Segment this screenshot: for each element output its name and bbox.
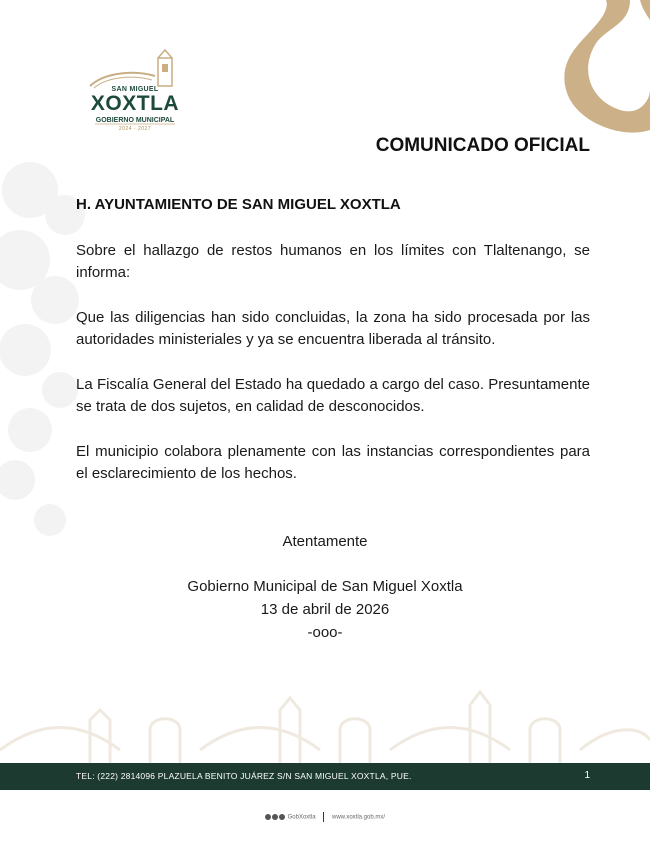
social-icons: [265, 814, 286, 821]
document-date: 13 de abril de 2026: [260, 601, 390, 618]
facebook-icon: [265, 814, 271, 820]
social-links: [0, 812, 650, 822]
social-divider: [323, 812, 324, 822]
municipal-logo: [80, 48, 190, 140]
instagram-icon: [272, 814, 278, 820]
paragraph-3: La Fiscalía General del Estado ha quedado a cargo del caso. Presuntamente se trata de dos sujetos, en calidad de desconocidos.: [76, 376, 590, 415]
logo-line-xoxtla: XOXTLA: [90, 92, 180, 115]
logo-line-gobierno: GOBIERNO MUNICIPAL: [95, 117, 175, 124]
document-title: COMUNICADO OFICIAL: [375, 135, 590, 156]
skyline-watermark: [0, 680, 650, 763]
website-link: www.xoxtla.gob.mx/: [332, 814, 386, 821]
footer-contact: TEL: (222) 2814096 PLAZUELA BENITO JUÁREZ S/N SAN MIGUEL XOXTLA, PUE.: [76, 771, 412, 781]
logo-line-period: 2024 - 2027: [118, 126, 152, 132]
page-number: 1: [584, 770, 590, 781]
social-handle: GobXoxtla: [287, 814, 316, 821]
paragraph-1: Sobre el hallazgo de restos humanos en los límites con Tlaltenango, se informa:: [76, 242, 590, 281]
twitter-icon: [279, 814, 285, 820]
logo-line-san-miguel: SAN MIGUEL: [111, 86, 159, 93]
footer-bar: [0, 763, 650, 790]
addressee-heading: H. AYUNTAMIENTO DE SAN MIGUEL XOXTLA: [76, 196, 401, 213]
signatory: Gobierno Municipal de San Miguel Xoxtla: [187, 578, 463, 595]
end-separator: -ooo-: [307, 624, 343, 641]
paragraph-4: El municipio colabora plenamente con las instancias correspondientes para el esclarecimiento de los hechos.: [76, 443, 590, 482]
paragraph-2: Que las diligencias han sido concluidas, la zona ha sido procesada por las autoridades ministeriales y ya se encuentra liberada al tránsito.: [76, 309, 590, 348]
corner-ornament: [510, 0, 650, 140]
closing-salutation: Atentamente: [282, 533, 368, 550]
